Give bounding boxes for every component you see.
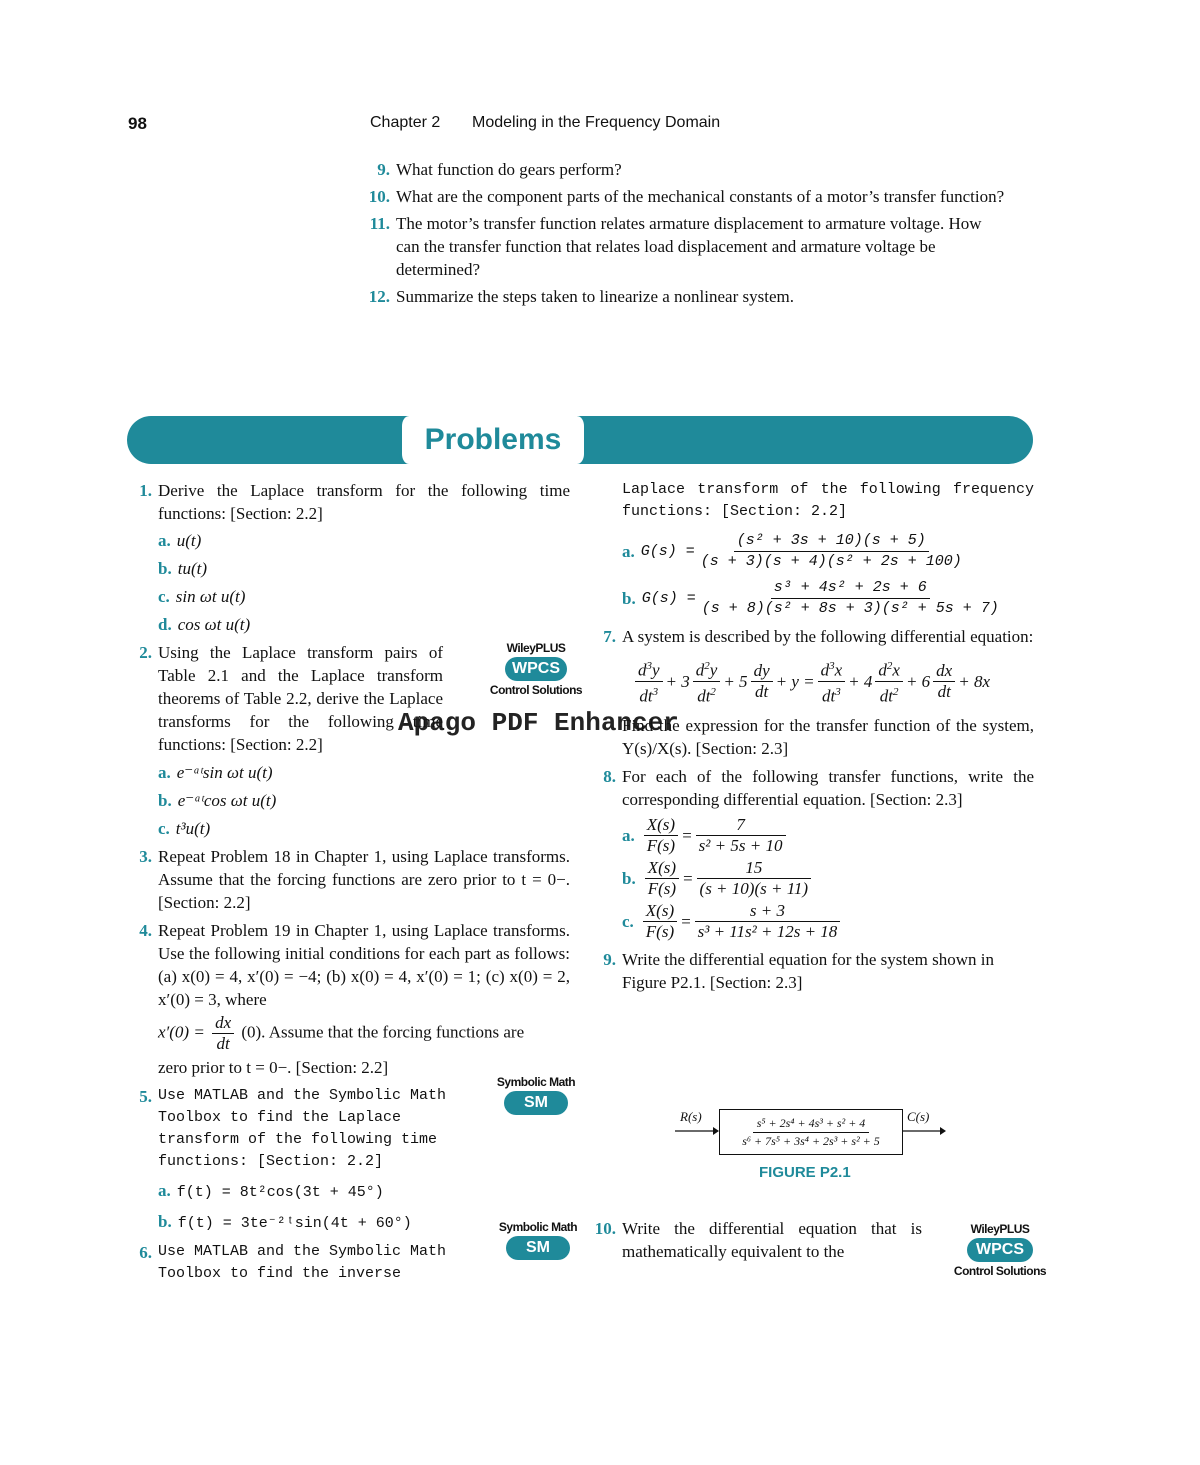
problem-6b: b. G(s) = $\frac{\text{s³ + 4s² + 2s + 6}}{\text{(s + 8)(s² + 8s + 3)(s² + 5s + 7)}}$ xyxy=(622,578,1034,619)
watermark: Apago PDF Enhancer xyxy=(398,708,679,738)
sm-pill[interactable]: SM xyxy=(506,1236,570,1260)
problem-7: 7. A system is described by the following differential equation: xyxy=(603,627,1034,646)
problem-4-end: zero prior to t = 0−. [Section: 2.2] xyxy=(158,1058,389,1077)
problem-8: 8. For each of the following transfer functions, write the corresponding differential equation. [Section: 2.3] xyxy=(603,767,1034,810)
problem-8c: c. $\frac{X(s)}{F(s)}$ = $\frac{s + 3}{\text{s³ + 11s² + 12s + 18}}$ xyxy=(622,901,1034,942)
problem-4-tail: x′(0) = $\frac{dx}{dt}$ (0). Assume that the forcing functions are xyxy=(158,1013,525,1053)
problem-6-continued: Laplace transform of the following frequency functions: [Section: 2.2] xyxy=(622,481,1034,520)
problem-1: 1. Derive the Laplace transform for the following time functions: [Section: 2.2] xyxy=(139,481,570,523)
chapter-label: Chapter 2 xyxy=(370,114,441,131)
problem-5: 5. Use MATLAB and the Symbolic Math Toolbox to find the Laplace transform of the following time functions: [Section: 2.2] xyxy=(139,1087,447,1170)
differential-equation: $\frac{d^3y}{dt^3}$ + 3 $\frac{d^2y}{dt^2}$ + 5 $\frac{dy}{dt}$ + y = $\frac{d^3x}{dt^3}$ + 4 $\frac{d^2x}{dt^2}$ + 6 $\frac{dx}{dt}$ + 8x xyxy=(632,656,1034,706)
list-item: c. t³u(t) xyxy=(158,819,211,838)
page-header xyxy=(128,114,1068,138)
list-item: b. tu(t) xyxy=(158,559,207,578)
problem-10: 10. Write the differential equation that is mathematically equivalent to the xyxy=(594,1219,922,1261)
problem-2-items xyxy=(158,761,570,840)
list-item: d. cos ωt u(t) xyxy=(158,615,251,634)
fraction: $\frac{\text{s³ + 4s² + 2s + 6}}{\text{(s + 8)(s² + 8s + 3)(s² + 5s + 7)}}$ xyxy=(701,579,999,617)
list-item: a. e⁻ᵃᵗsin ωt u(t) xyxy=(158,763,273,782)
review-question: 11. The motor’s transfer function relates armature displacement to armature voltage. How can the transfer function that relates load displacement and armature voltage be determined? xyxy=(369,214,982,279)
list-item: c. sin ωt u(t) xyxy=(158,587,246,606)
problem-4: 4. Repeat Problem 19 in Chapter 1, using Laplace transforms. Use the following initial conditions for each part as follows: (a) x(0) = 4, x′(0) = −4; (b) x(0) = 4, x′(0) = 1; (c) x(0) = 2, x′(0) = 3, where xyxy=(139,921,570,1009)
wileyplus-badge[interactable]: WileyPLUS WPCS Control Solutions xyxy=(489,641,583,697)
problem-1-items xyxy=(158,529,570,636)
problems-title: Problems xyxy=(424,423,562,456)
figure-caption: FIGURE P2.1 xyxy=(759,1164,851,1181)
fraction: $\frac{\text{(s² + 3s + 10)(s + 5)}}{\text{(s + 3)(s + 4)(s² + 2s + 100)}}$ xyxy=(700,532,962,570)
list-item: a. u(t) xyxy=(158,531,202,550)
review-question: 9. What function do gears perform? xyxy=(377,160,622,179)
input-label: R(s) xyxy=(680,1109,702,1124)
sm-pill[interactable]: SM xyxy=(504,1091,568,1115)
problem-2: 2. Using the Laplace transform pairs of Table 2.1 and the Laplace transform theorems of Table 2.2, derive the Laplace transforms for the following time functions: [Section: 2.2] xyxy=(139,643,443,754)
symbolic-math-badge[interactable]: Symbolic Math SM xyxy=(490,1220,586,1260)
problem-3: 3. Repeat Problem 18 in Chapter 1, using Laplace transforms. Assume that the forcing functions are zero prior to t = 0−. [Section: 2.2] xyxy=(139,847,570,912)
list-item: b. f(t) = 3te⁻²ᵗsin(4t + 60°) xyxy=(158,1212,412,1232)
problem-6a: a. G(s) = $\frac{\text{(s² + 3s + 10)(s + 5)}}{\text{(s + 3)(s + 4)(s² + 2s + 100)}}$ xyxy=(622,531,1034,572)
review-question: 12. Summarize the steps taken to linearize a nonlinear system. xyxy=(368,287,794,306)
problem-8a: a. $\frac{X(s)}{F(s)}$ = $\frac{7}{\text{s² + 5s + 10}}$ xyxy=(622,815,1034,856)
review-questions xyxy=(366,158,1006,308)
symbolic-math-badge[interactable]: Symbolic Math SM xyxy=(488,1075,584,1115)
problem-6: 6. Use MATLAB and the Symbolic Math Toolbox to find the inverse xyxy=(139,1243,447,1282)
review-question: 10. What are the component parts of the mechanical constants of a motor’s transfer function? xyxy=(368,187,1005,206)
list-item: b. e⁻ᵃᵗcos ωt u(t) xyxy=(158,791,277,810)
problems-title-box xyxy=(399,416,587,464)
list-item: a. f(t) = 8t²cos(3t + 45°) xyxy=(158,1181,384,1201)
page-number: 98 xyxy=(128,114,147,133)
wpcs-pill[interactable]: WPCS xyxy=(505,657,567,681)
chapter-title: Modeling in the Frequency Domain xyxy=(472,114,721,131)
transfer-function-block: s⁵ + 2s⁴ + 4s³ + s² + 4 s⁶ + 7s⁵ + 3s⁴ + 2s³ + s² + 5 xyxy=(719,1109,903,1155)
wileyplus-badge[interactable]: WileyPLUS WPCS Control Solutions xyxy=(953,1222,1047,1278)
problem-8b: b. $\frac{X(s)}{F(s)}$ = $\frac{15}{(s + 10)(s + 11)}$ xyxy=(622,858,1034,899)
output-label: C(s) xyxy=(907,1109,930,1124)
left-column xyxy=(128,479,570,1285)
fraction: $\frac{dx}{dt}$ xyxy=(212,1013,234,1054)
figure-p2-1 xyxy=(675,1100,955,1190)
problem-7-after: Find the expression for the transfer function of the system, Y(s)/X(s). [Section: 2.3] xyxy=(622,716,1034,759)
problem-9: 9. Write the differential equation for the system shown in Figure P2.1. [Section: 2.3] xyxy=(603,950,994,993)
wpcs-pill[interactable]: WPCS xyxy=(967,1238,1033,1262)
